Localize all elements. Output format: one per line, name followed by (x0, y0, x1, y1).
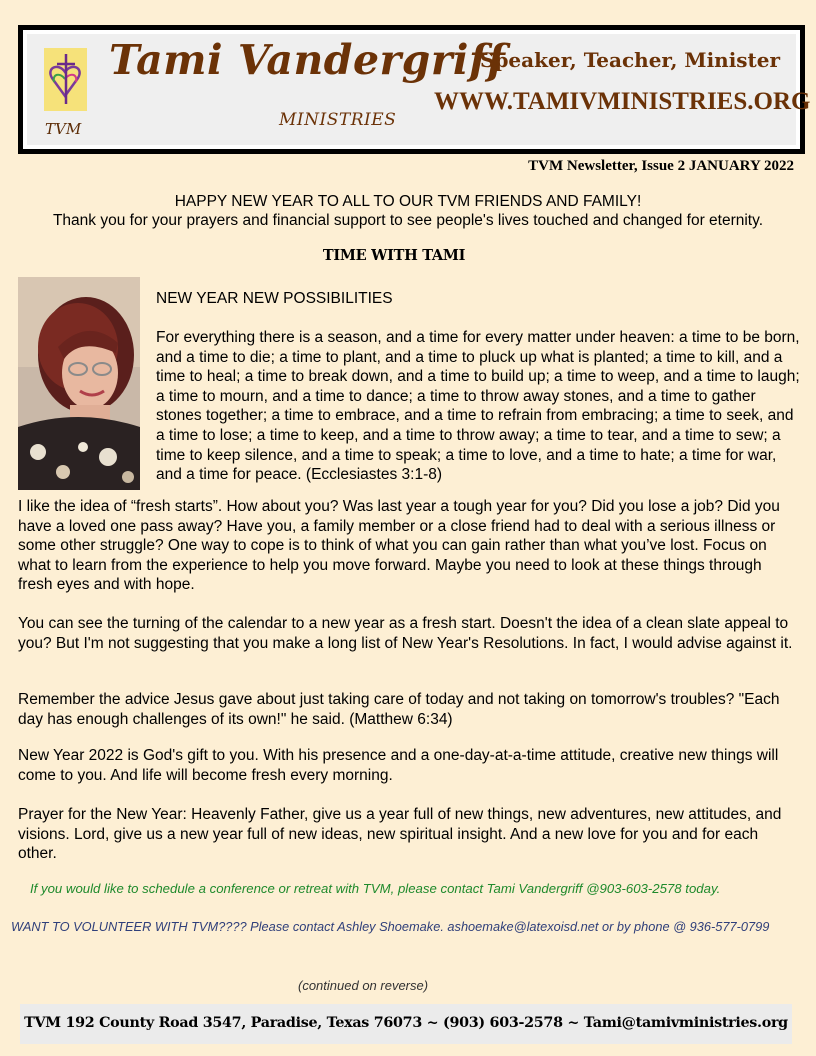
brand-name: Tami Vandergriff (109, 36, 506, 84)
footer-bar (20, 1004, 792, 1044)
article-paragraph: Remember the advice Jesus gave about just taking care of today and not taking on tomorrow's troubles? "Each day has enough challenges of its own!" he said. (Matthew 6:34) (18, 691, 780, 728)
article-title: NEW YEAR NEW POSSIBILITIES (156, 290, 393, 307)
article-paragraph: Prayer for the New Year: Heavenly Father, give us a year full of new things, new adventures, new attitudes, and visions. Lord, give us a new year full of new ideas, new spiritual insight. And a new love for you and for each other. (18, 806, 782, 863)
masthead-panel (27, 34, 811, 145)
contact-note: If you would like to schedule a conference or retreat with TVM, please contact Tami Vandergriff @903-603-2578 today. (30, 881, 721, 896)
tvm-logo (44, 48, 87, 111)
section-title: TIME WITH TAMI (322, 247, 466, 264)
article-paragraph: I like the idea of “fresh starts”. How about you? Was last year a tough year for you? Did you lose a job? Did you have a loved one pass away? Have you, a family member or a close friend had to deal with a serious illness or some other struggle? One way to cope is to think of what you can gain rather than what you’ve lost. Focus on what to learn from the experience to help you move forward. Maybe you need to look at these things through fresh eyes and with hope. (18, 498, 780, 594)
issue-line: TVM Newsletter, Issue 2 JANUARY 2022 (528, 158, 794, 174)
footer-contact: TVM 192 County Road 3547, Paradise, Texas 76073 ~ (903) 603-2578 ~ Tami@tamivministries.org (24, 1015, 788, 1031)
portrait-image (18, 277, 140, 490)
logo-initials: TVM (45, 120, 82, 138)
cross-heart-logo-icon (44, 48, 87, 111)
masthead (18, 25, 811, 154)
greeting-headline: HAPPY NEW YEAR TO ALL TO OUR TVM FRIENDS AND FAMILY! (174, 193, 642, 210)
volunteer-note: WANT TO VOLUNTEER WITH TVM???? Please contact Ashley Shoemake. ashoemake@latexoisd.net or by phone @ 936-577-0799 (11, 919, 770, 934)
greeting (0, 192, 816, 230)
article-paragraph: New Year 2022 is God's gift to you. With his presence and a one-day-at-a-time attitude, creative new things will come to you. And life will become fresh every morning. (18, 747, 779, 784)
website-link[interactable]: WWW.TAMIVMINISTRIES.ORG (434, 88, 811, 115)
tagline: Speaker, Teacher, Minister (480, 48, 781, 72)
author-photo (18, 277, 140, 490)
scripture-passage: For everything there is a season, and a time for every matter under heaven: a time to be born, and a time to die; a time to plant, and a time to pluck up what is planted; a time to kill, and a time to heal; a time to break down, and a time to build up; a time to weep, and a time to laugh; a time to mourn, and a time to dance; a time to throw away stones, and a time to gather stones together; a time to embrace, and a time to refrain from embracing; a time to seek, and a time to lose; a time to keep, and a time to throw away; a time to tear, and a time to sew; a time to keep silence, and a time to speak; a time to love, and a time to hate; a time for war, and a time for peace. (Ecclesiastes 3:1-8) (156, 329, 800, 484)
brand-subtitle: MINISTRIES (279, 110, 397, 130)
article-paragraph: You can see the turning of the calendar to a new year as a fresh start. Doesn't the idea of a clean slate appeal to you? But I'm not suggesting that you make a long list of New Year's Resolutions. In fact, I would advise against it. (18, 615, 793, 652)
greeting-thanks: Thank you for your prayers and financial support to see people's lives touched and changed for eternity. (52, 212, 764, 229)
continued-note: (continued on reverse) (298, 978, 429, 993)
